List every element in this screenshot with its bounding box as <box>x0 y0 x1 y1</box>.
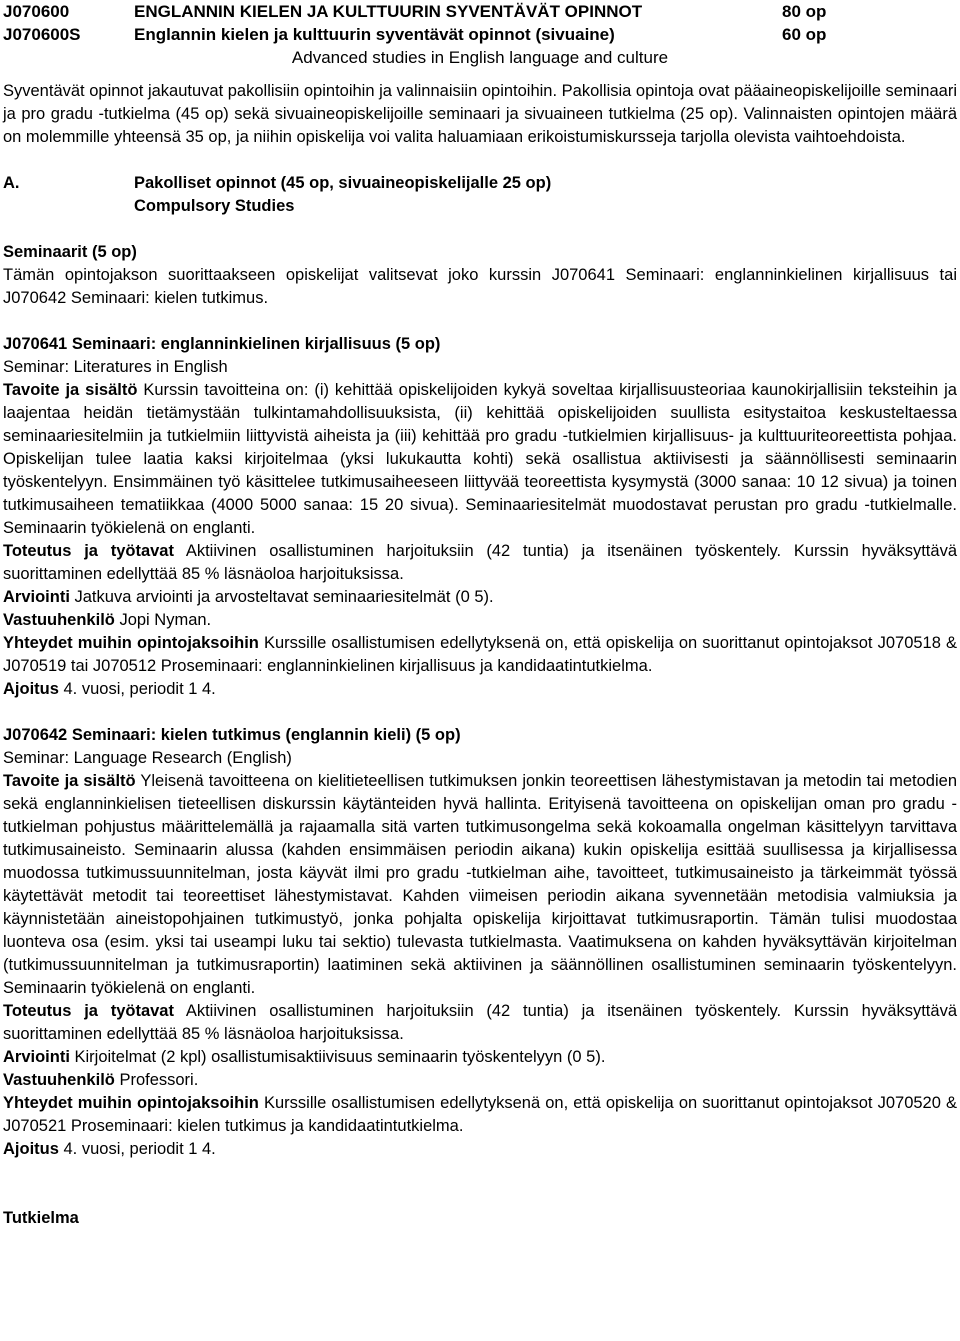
course-title: J070641 Seminaari: englanninkielinen kirjallisuus (5 op) <box>3 335 441 353</box>
seminaari-text: Tämän opintojakson suorittaakseen opiskelijat valitsevat joko kurssin J070641 Seminaari: englanninkielinen kirjallisuus tai J070642 Seminaari: kielen tutkimus. <box>3 266 957 307</box>
course-codes <box>3 0 81 46</box>
goal-paragraph: Tavoite ja sisältö Kurssin tavoitteina on: (i) kehittää opiskelijoiden kykyä soveltaa kirjallisuusteoriaa kaunokirjallisiin teksteihin ja laajentaa heidän tietämystään tulkintamahdollisuuksista, (ii) kehittää opiskelijoiden suullista esitystaitoa keskusteltaessa seminaariesitelmiin ja tutkielmiin liittyvistä aiheista ja (iii) kehittää pro gradu -tutkielmien kirjallisuus- ja kulttuuriteoreettista pohjaa. Opiskelijan tulee laatia kaksi kirjoitelmaa (yksi lukukautta kohti) sekä osallistua aktiivisesti ja säännöllisesti seminaarin työskentelyyn. Ensimmäinen työ käsittelee tutkimusaiheeseen liittyvää teoreettista kysymystä (3000 sanaa: 10 12 sivua) ja toinen tutkimusaiheen tematiikkaa (4000 5000 sanaa: 15 20 sivua). Seminaariesitelmät muodostavat perustan pro gradu -tutkielmalle. Seminaarin työkielenä on englanti. <box>3 381 957 537</box>
section-letter: A. <box>3 174 20 192</box>
credits-minor: 60 op <box>782 25 827 44</box>
relations-paragraph: Yhteydet muihin opintojaksoihin Kurssille osallistumisen edellytyksenä on, että opiskelija on suorittanut opintojaksot J070520 & J070521 Proseminaari: kielen tutkimus ja kandidaatintutkielma. <box>3 1094 957 1135</box>
section-subtitle: Compulsory Studies <box>134 197 295 215</box>
timing-paragraph: Ajoitus 4. vuosi, periodit 1 4. <box>3 1140 216 1158</box>
evaluation-paragraph: Arviointi Jatkuva arviointi ja arvosteltavat seminaariesitelmät (0 5). <box>3 588 494 606</box>
english-subtitle: Advanced studies in English language and culture <box>291 48 669 67</box>
section-title: Pakolliset opinnot (45 op, sivuaineopiskelijalle 25 op) Compulsory Studies <box>134 174 552 215</box>
seminaari-heading: Seminaarit (5 op) <box>3 243 137 261</box>
title-main: ENGLANNIN KIELEN JA KULTTUURIN SYVENTÄVÄT OPINNOT <box>134 2 643 21</box>
tutkielma-heading: Tutkielma <box>3 1209 79 1227</box>
document-header <box>3 0 957 69</box>
course-subtitle: Seminar: Literatures in English <box>3 358 228 376</box>
intro-paragraph: Syventävät opinnot jakautuvat pakollisiin opintoihin ja valinnaisiin opintoihin. Pakollisia opintoja ovat pääaineopiskelijoille seminaari ja pro gradu -tutkielma (45 op) sekä sivuaineopiskelijoille seminaari ja sivuaineen tutkielma (25 op). Valinnaisten opintojen määrä on molemmille yhteensä 35 op, ja niihin opiskelija voi valita haluamiaan erikoistumiskursseja tarjolla olevista vaihtoehdoista. <box>3 82 957 146</box>
implementation-paragraph: Toteutus ja työtavat Aktiivinen osallistuminen harjoituksiin (42 tuntia) ja itsenäinen työskentely. Kurssin hyväksyttävä suorittaminen edellyttää 85 % läsnäoloa harjoituksissa. <box>3 542 957 583</box>
course-block-language <box>3 724 957 1161</box>
relations-paragraph: Yhteydet muihin opintojaksoihin Kurssille osallistumisen edellytyksenä on, että opiskelija on suorittanut opintojaksot J070518 & J070519 tai J070512 Proseminaari: englanninkielinen kirjallisuus ja kandidaatintutkielma. <box>3 634 957 675</box>
credits-main: 80 op <box>782 2 827 21</box>
course-title: J070642 Seminaari: kielen tutkimus (englannin kieli) (5 op) <box>3 726 461 744</box>
goal-paragraph: Tavoite ja sisältö Yleisenä tavoitteena on kielitieteellisen tutkimuksen jonkin teoreettisen lähestymistavan ja metodin tai metodien sekä englanninkielisen tieteellisen diskurssin käytänteiden hyvä hallinta. Erityisenä tavoitteena on opiskelijan oman pro gradu -tutkielman pohjustus määrittelemällä ja rajaamalla sitä varten tutkimusongelma sekä kokoamalla ongelman käsittelyyn tarvittava tutkimusaineisto. Seminaarin alussa (kahden ensimmäisen periodin aikana) kukin opiskelija esittää suullisessa ja kirjallisessa muodossa tutkimussuunnitelman, josta käyvät ilmi pro gradu -tutkielman aihe, tavoitteet, tutkimusaineisto ja tärkeimmät työssä käytettävät metodit tai teoreettiset lähestymistavat. Kahden viimeisen periodin aikana syvennetään metodisia valmiuksia ja käynnistetään aineistopohjainen tutkimustyö, jonka pohjalta opiskelija kirjoittavat tutkimusraportin. Tämän tulisi muodostaa luonteva osa (esim. yksi tai useampi luku tai sektio) tulevasta tutkielmasta. Vaatimuksena on kahden hyväksyttävän kirjoitelman (tutkimussuunnitelman ja tutkimusraportin) laatiminen sekä aktiivinen ja säännöllinen osallistuminen seminaarin työskentelyyn. Seminaarin työkielenä on englanti. <box>3 772 957 997</box>
responsible-paragraph: Vastuuhenkilö Professori. <box>3 1071 199 1089</box>
course-subtitle: Seminar: Language Research (English) <box>3 749 292 767</box>
implementation-paragraph: Toteutus ja työtavat Aktiivinen osallistuminen harjoituksiin (42 tuntia) ja itsenäinen työskentely. Kurssin hyväksyttävä suorittaminen edellyttää 85 % läsnäoloa harjoituksissa. <box>3 1002 957 1043</box>
document-page <box>3 0 957 1230</box>
course-credits <box>782 0 826 46</box>
timing-paragraph: Ajoitus 4. vuosi, periodit 1 4. <box>3 680 216 698</box>
course-code-main: J070600 <box>3 2 70 21</box>
course-titles <box>134 0 642 46</box>
responsible-paragraph: Vastuuhenkilö Jopi Nyman. <box>3 611 212 629</box>
section-a-heading <box>3 172 957 218</box>
evaluation-paragraph: Arviointi Kirjoitelmat (2 kpl) osallistumisaktiivisuus seminaarin työskentelyyn (0 5). <box>3 1048 606 1066</box>
title-minor: Englannin kielen ja kulttuurin syventävät opinnot (sivuaine) <box>134 25 615 44</box>
course-block-literature <box>3 333 957 701</box>
course-code-minor: J070600S <box>3 25 81 44</box>
